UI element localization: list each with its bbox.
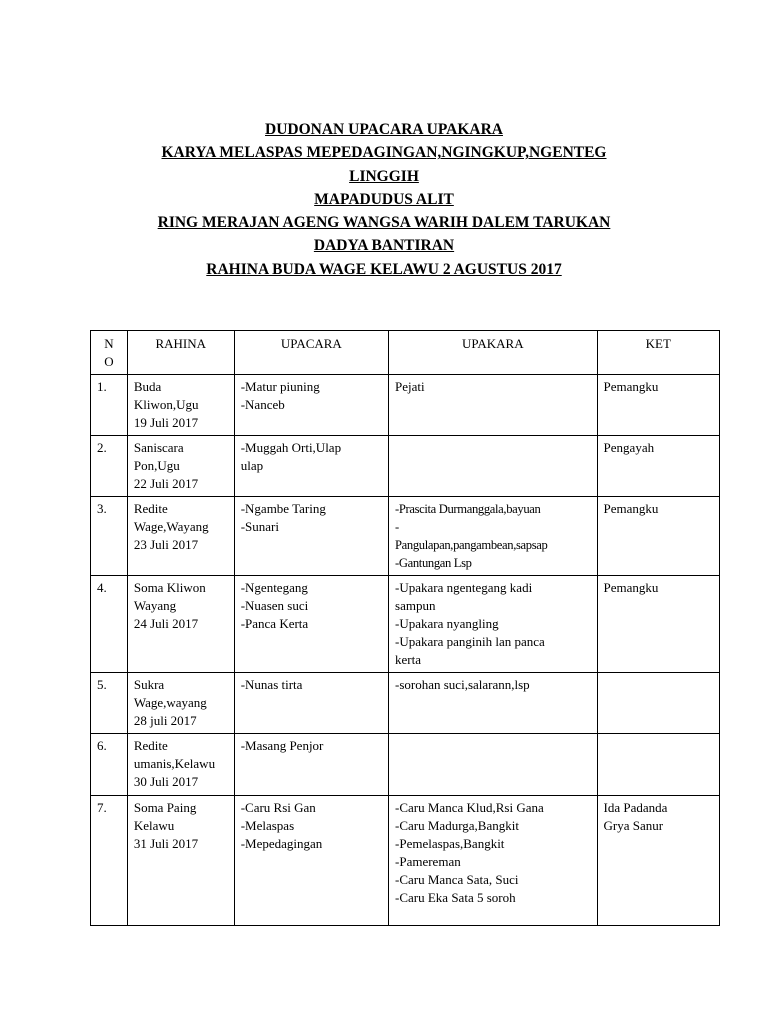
cell-upakara-line: -Prascita Durmanggala,bayuan <box>395 502 541 516</box>
table-row <box>91 796 720 926</box>
cell-rahina <box>127 734 234 796</box>
cell-upacara-line: -Ngambe Taring <box>240 501 326 516</box>
cell-upacara-line: -Nuasen suci <box>240 598 309 613</box>
cell-no: 4. <box>91 576 128 673</box>
cell-upacara-line: -Sunari <box>240 519 279 534</box>
cell-no: 5. <box>91 673 128 734</box>
table-row <box>91 576 720 673</box>
title-line-3: LINGGIH <box>349 167 419 185</box>
cell-upakara <box>389 375 598 436</box>
cell-upacara <box>234 734 388 796</box>
cell-rahina-line: Pon,Ugu <box>133 458 180 473</box>
cell-upacara-line: -Nanceb <box>240 397 285 412</box>
cell-upakara <box>389 436 598 497</box>
cell-rahina-line: 31 Juli 2017 <box>133 836 199 851</box>
cell-ket-line: Ida Padanda <box>603 800 668 815</box>
cell-upacara-line: -Panca Kerta <box>240 616 309 631</box>
cell-upakara-line: Pangulapan,pangambean,sapsap <box>395 538 548 552</box>
cell-upacara <box>234 673 388 734</box>
cell-upacara <box>234 796 388 926</box>
cell-ket <box>597 734 719 796</box>
cell-rahina-line: Redite <box>133 501 168 516</box>
header-upacara: UPACARA <box>234 331 388 375</box>
cell-rahina <box>127 576 234 673</box>
cell-upakara <box>389 796 598 926</box>
cell-upacara-line: ulap <box>240 458 264 473</box>
cell-ket <box>597 576 719 673</box>
cell-no: 2. <box>91 436 128 497</box>
cell-rahina-line: Wage,Wayang <box>133 519 209 534</box>
cell-upakara-line: -Upakara ngentegang kadi <box>395 580 533 595</box>
cell-ket-line: Grya Sanur <box>603 818 664 833</box>
title-line-2: KARYA MELASPAS MEPEDAGINGAN,NGINGKUP,NGENTEG <box>161 144 607 162</box>
cell-upakara <box>389 673 598 734</box>
cell-ket <box>597 436 719 497</box>
cell-ket <box>597 673 719 734</box>
cell-upakara-line: -Caru Manca Sata, Suci <box>395 872 519 887</box>
cell-upakara-line: -Caru Manca Klud,Rsi Gana <box>395 800 544 815</box>
title-line-6: DADYA BANTIRAN <box>313 237 455 255</box>
cell-upakara-line: -Pamereman <box>395 854 461 869</box>
cell-rahina-line: 22 Juli 2017 <box>133 476 199 491</box>
cell-no: 7. <box>91 796 128 926</box>
cell-rahina-line: Soma Paing <box>133 800 197 815</box>
cell-rahina-line: Kelawu <box>133 818 175 833</box>
cell-no: 3. <box>91 497 128 576</box>
cell-upacara-line: -Nunas tirta <box>240 677 303 692</box>
cell-rahina <box>127 375 234 436</box>
table-row <box>91 375 720 436</box>
cell-upacara-line: -Matur piuning <box>240 379 320 394</box>
cell-rahina <box>127 796 234 926</box>
cell-rahina-line: Sukra <box>133 677 165 692</box>
title-line-5: RING MERAJAN AGENG WANGSA WARIH DALEM TARUKAN <box>157 214 611 232</box>
cell-upakara-line: Pejati <box>395 379 425 394</box>
cell-rahina-line: Wage,wayang <box>133 695 207 710</box>
cell-upakara <box>389 734 598 796</box>
title-line-7: RAHINA BUDA WAGE KELAWU 2 AGUSTUS 2017 <box>206 260 562 278</box>
cell-upacara-line: -Masang Penjor <box>240 738 324 753</box>
header-no <box>91 331 128 375</box>
cell-ket-line: Pengayah <box>603 440 655 455</box>
cell-upacara <box>234 375 388 436</box>
cell-ket <box>597 375 719 436</box>
cell-upakara-line: sampun <box>395 598 436 613</box>
title-line-1: DUDONAN UPACARA UPAKARA <box>265 121 503 138</box>
header-upakara: UPAKARA <box>389 331 598 375</box>
cell-upacara-line: -Melaspas <box>240 818 295 833</box>
cell-upakara-line: -Gantungan Lsp <box>395 556 472 570</box>
cell-upakara-line: - <box>395 520 399 534</box>
cell-rahina-line: umanis,Kelawu <box>133 756 216 771</box>
cell-rahina-line: Buda <box>133 379 162 394</box>
cell-rahina-line: Soma Kliwon <box>133 580 206 595</box>
title-line-4: MAPADUDUS ALIT <box>314 190 454 208</box>
cell-rahina-line: Redite <box>133 738 168 753</box>
cell-upakara-line: -Caru Eka Sata 5 soroh <box>395 890 516 905</box>
cell-rahina <box>127 436 234 497</box>
cell-no: 6. <box>91 734 128 796</box>
cell-ket-line: Pemangku <box>603 501 659 516</box>
header-no-line-2: O <box>104 354 114 369</box>
table-row <box>91 497 720 576</box>
cell-rahina-line: 30 Juli 2017 <box>133 774 199 789</box>
cell-rahina-line: 23 Juli 2017 <box>133 537 199 552</box>
cell-upakara-line: -sorohan suci,salarann,lsp <box>395 677 530 692</box>
cell-upacara <box>234 576 388 673</box>
cell-upacara <box>234 436 388 497</box>
cell-rahina-line: 24 Juli 2017 <box>133 616 199 631</box>
header-rahina: RAHINA <box>127 331 234 375</box>
cell-upacara-line: -Caru Rsi Gan <box>240 800 316 815</box>
cell-ket-line: Pemangku <box>603 379 659 394</box>
table-row <box>91 673 720 734</box>
cell-upakara-line: -Upakara panginih lan panca <box>395 634 545 649</box>
cell-rahina-line: 19 Juli 2017 <box>133 415 199 430</box>
cell-rahina <box>127 673 234 734</box>
cell-upakara-line: -Caru Madurga,Bangkit <box>395 818 519 833</box>
ceremony-schedule-table <box>90 330 720 926</box>
table-body <box>91 375 720 926</box>
cell-rahina <box>127 497 234 576</box>
header-no-line-1: N <box>104 336 114 351</box>
cell-upakara-line: kerta <box>395 652 421 667</box>
table-row <box>91 734 720 796</box>
cell-rahina-line: Saniscara <box>133 440 184 455</box>
table-row <box>91 436 720 497</box>
cell-no: 1. <box>91 375 128 436</box>
document-title <box>0 118 768 281</box>
header-ket: KET <box>597 331 719 375</box>
cell-upacara-line: -Mepedagingan <box>240 836 323 851</box>
cell-rahina-line: Kliwon,Ugu <box>133 397 199 412</box>
cell-ket-line: Pemangku <box>603 580 659 595</box>
cell-upakara-line: -Upakara nyangling <box>395 616 499 631</box>
table-header-row <box>91 331 720 375</box>
cell-upakara <box>389 576 598 673</box>
cell-rahina-line: Wayang <box>133 598 177 613</box>
cell-upacara-line: -Ngentegang <box>240 580 308 595</box>
cell-upakara-line: -Pemelaspas,Bangkit <box>395 836 505 851</box>
cell-upakara <box>389 497 598 576</box>
cell-upacara-line: -Muggah Orti,Ulap <box>240 440 342 455</box>
cell-ket <box>597 796 719 926</box>
cell-ket <box>597 497 719 576</box>
cell-upacara <box>234 497 388 576</box>
cell-rahina-line: 28 juli 2017 <box>133 713 197 728</box>
